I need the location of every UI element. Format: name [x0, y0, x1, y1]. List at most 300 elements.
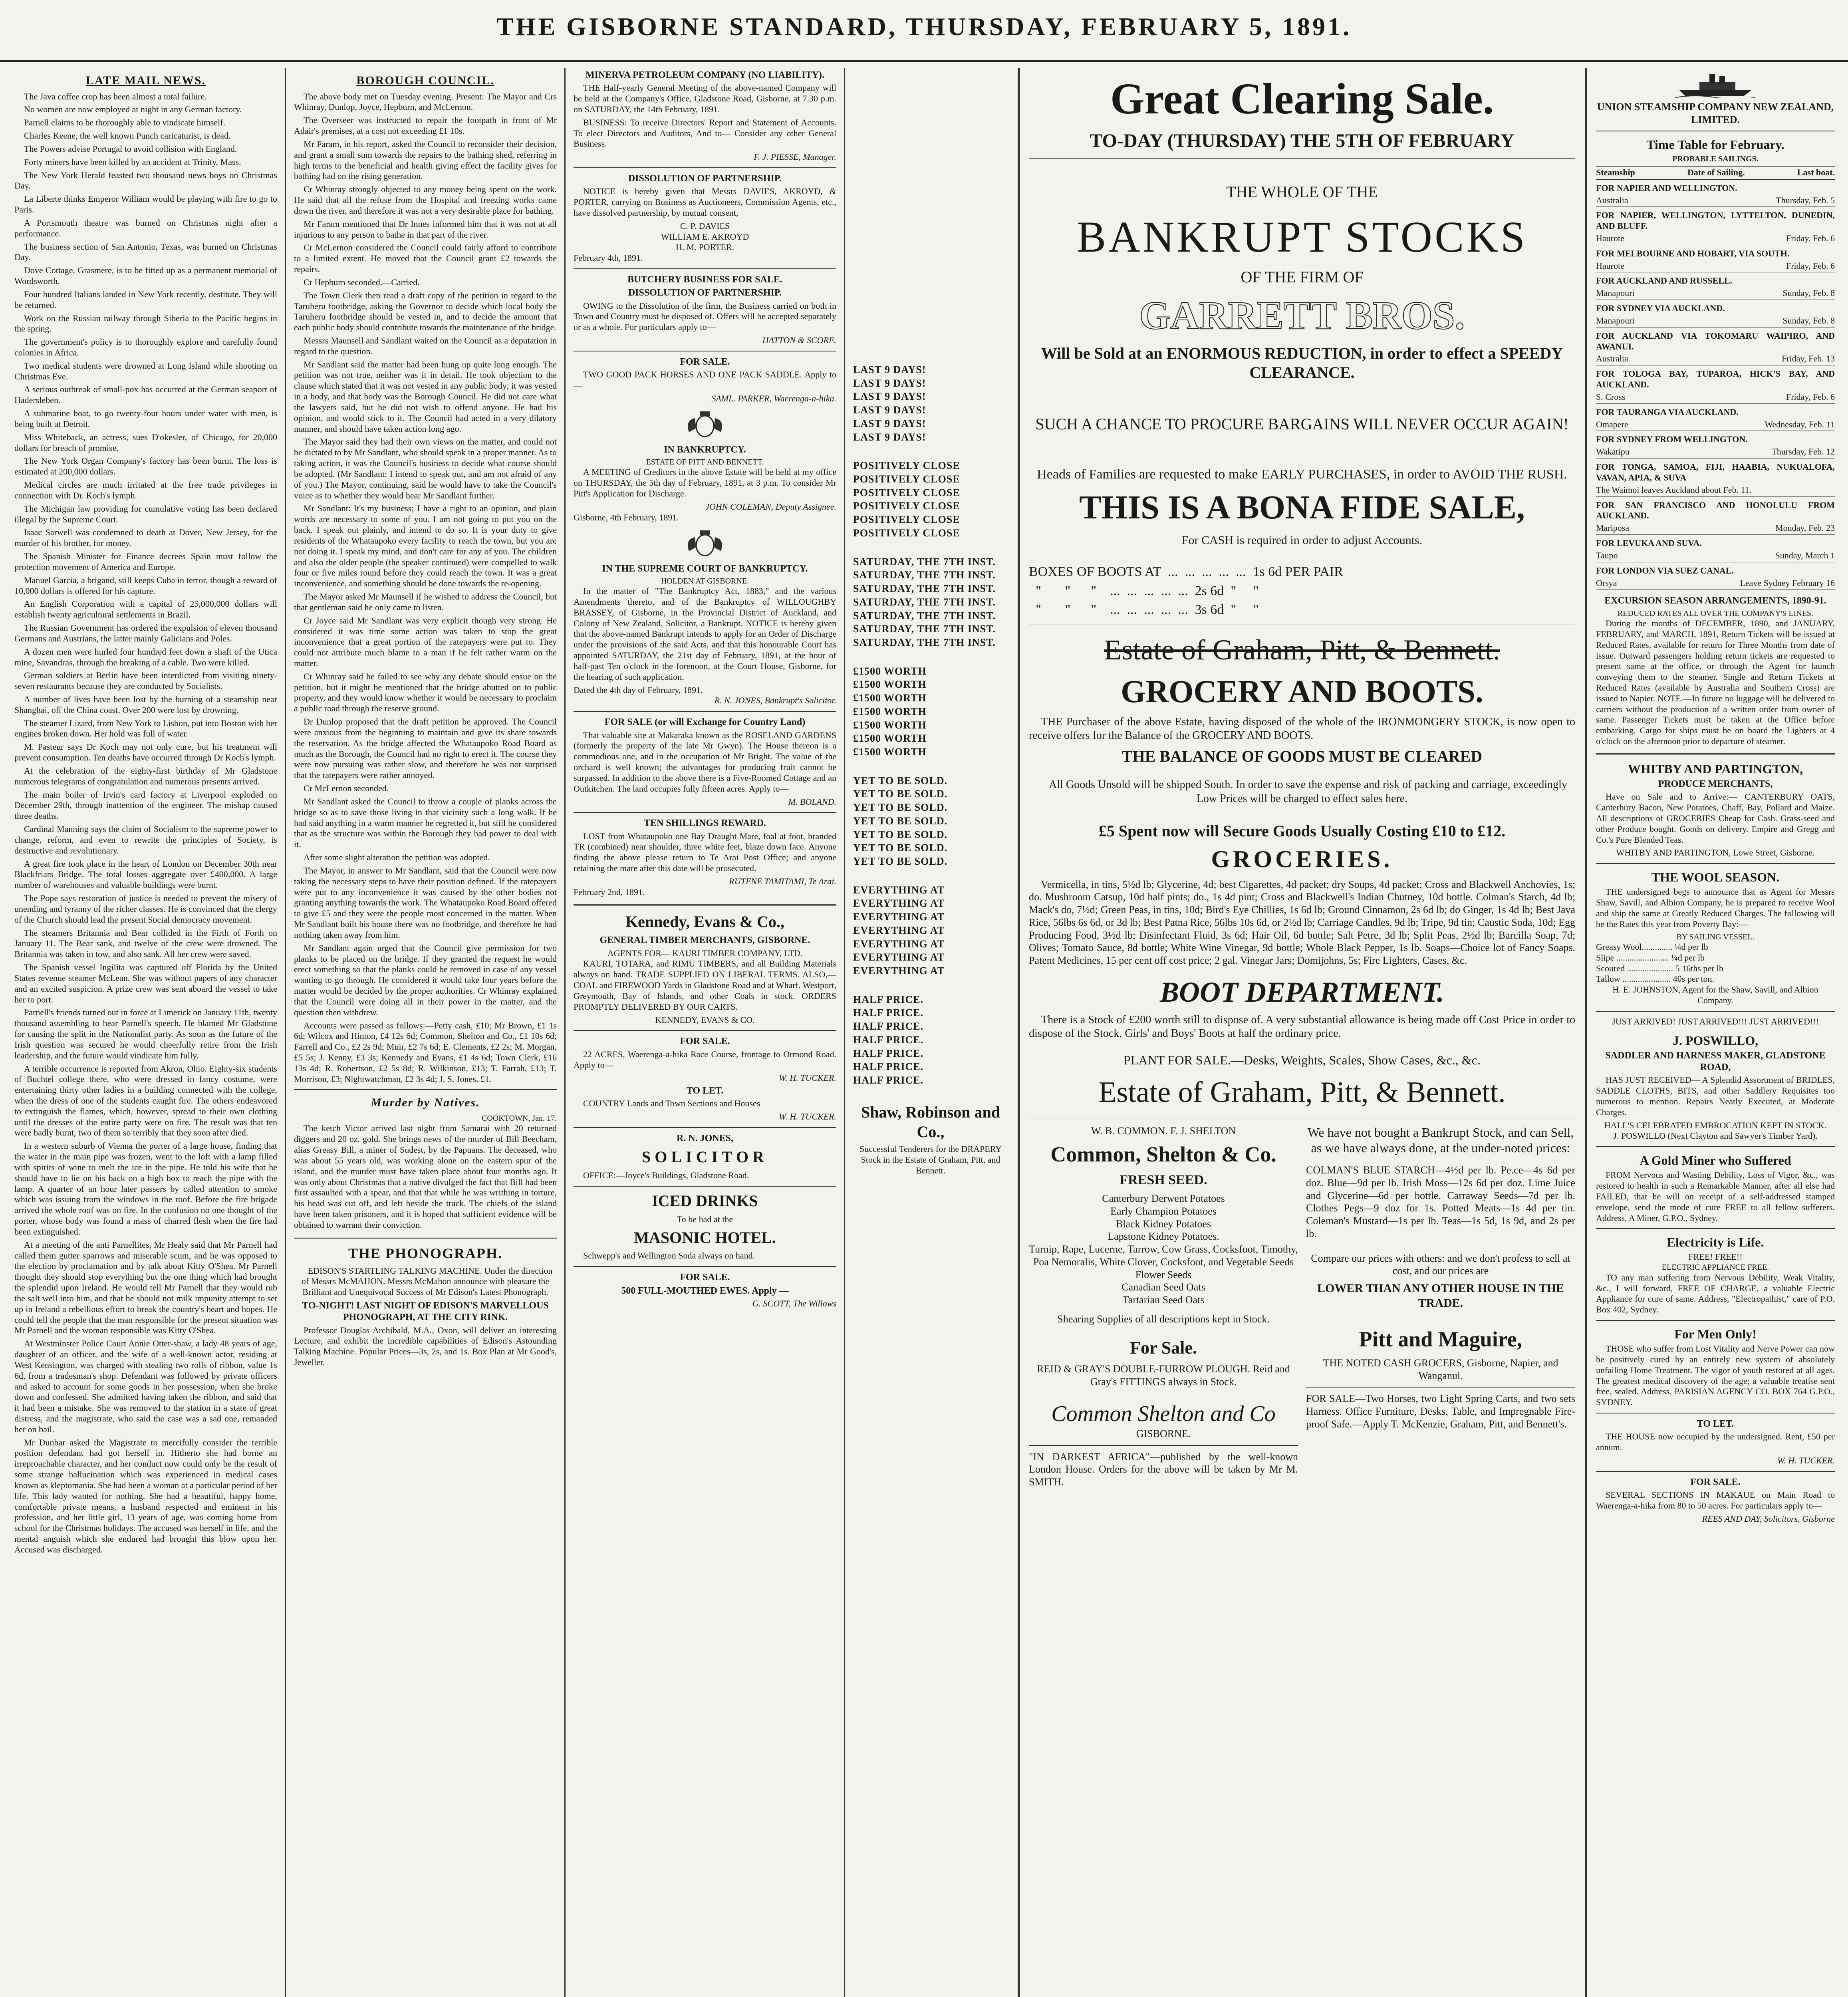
- boot-department-heading: BOOT DEPARTMENT.: [1159, 976, 1445, 1008]
- news-paragraph: A Portsmouth theatre was burned on Christmas night after a performance.: [14, 217, 277, 238]
- council-paragraph: The Overseer was instructed to repair the footpath in front of Mr Adair's premises, at a cost not exceeding £1 10s.: [294, 115, 557, 136]
- boxes-row-1: BOXES OF BOOTS AT ... ... ... ... ... 1s 6d PER PAIR: [1029, 564, 1343, 580]
- divider: [574, 1266, 836, 1267]
- news-paragraph: Parnell claims to be thoroughly able to vindicate himself.: [24, 117, 226, 128]
- timetable-row: [1596, 522, 1835, 535]
- pitt-heading: Pitt and Maguire,: [1359, 1327, 1522, 1352]
- estate-heading: Estate of Graham, Pitt, & Bennett.: [1098, 1076, 1506, 1109]
- forsale-text: SEVERAL SECTIONS IN MAKAUE on Main Road to Waerenga-a-hika from 80 to 50 acres. For particulars apply to—: [1596, 1490, 1835, 1511]
- poswillo-sub: SADDLER AND HARNESS MAKER, GLADSTONE ROAD,: [1605, 1050, 1826, 1073]
- timetable-row: [1596, 391, 1835, 404]
- wool-by: BY SAILING VESSEL.: [1676, 932, 1755, 941]
- divider: [1596, 1011, 1835, 1012]
- close-line: POSITIVELY CLOSE: [853, 473, 960, 485]
- route-ship: Omapere: [1596, 419, 1628, 429]
- saturday-line: SATURDAY, THE 7TH INST.: [853, 609, 996, 621]
- gold-miner-text: FROM Nervous and Wasting Debility, Loss of Vigor, &c., was restored to health in such a Remarkable Manner, after all else had FAILED, that he will on receipt of a self-addressed stamped envelope, send the mode of cure FREE to all fellow sufferers. Address, A Miner, G.P.O., Sydney.: [1596, 1170, 1835, 1223]
- divider: [1596, 753, 1835, 755]
- news-paragraph: Forty miners have been killed by an accident at Trinity, Mass.: [24, 157, 241, 167]
- whitby-sub: PRODUCE MERCHANTS,: [1658, 778, 1773, 789]
- court-signature: R. N. JONES, Bankrupt's Solicitor.: [714, 695, 836, 706]
- worth-line: £1500 WORTH: [853, 732, 927, 744]
- close-group: [853, 459, 1008, 539]
- seed-item: Tartarian Seed Oats: [1122, 1294, 1205, 1306]
- dissolution2-signature: HATTON & SCORE.: [762, 335, 836, 345]
- groceries-heading: GROCERIES.: [1211, 846, 1393, 873]
- timetable-row: [1596, 446, 1835, 459]
- route-date: Thursday, Feb. 12: [1771, 447, 1835, 457]
- of-the-firm: OF THE FIRM OF: [1241, 268, 1364, 286]
- for-sale-horses: FOR SALE—Two Horses, two Light Spring Carts, and two sets Harness. Office Furniture, Desks, Table, and Impregnable Fire-proof Safe.—Apply T. McKenzie, Graham, Pitt, and Bennett's.: [1306, 1393, 1575, 1430]
- late-mail-paragraphs: [14, 91, 277, 1555]
- forsale2-text: That valuable site at Makaraka known as the ROSELAND GARDENS (formerly the property of the late Mr Gwyn). The House thereon is a commodious one, and in the occupation of Mr Bright. The value of the orchard is well known; the advantages for producing fruit cannot be surpassed. In addition to the above there is a Five-Roomed Cottage and an Outkitchen. The land occupies fully fifteen acres. Apply to—: [574, 730, 836, 794]
- phonograph-tonight: TO-NIGHT! LAST NIGHT OF EDISON'S MARVELLOUS PHONOGRAPH, AT THE CITY RINK.: [302, 1300, 549, 1323]
- dissolution1-sig-3: H. M. PORTER.: [676, 242, 734, 252]
- council-paragraph: Mr Sandlant said the matter had been hung up quite long enough. The petition was not true, neither was it in detail. He took objection to the clause which stated that it was not vested in any public body; it was vested in a body, and that body was the Borough Council. He did not care what the lawyers said, but he did not wish to offend anyone. He had his opinion, and would stick to it. The Council had acted in a very dilatory manner, and should have taken action long ago.: [294, 359, 557, 434]
- dissolution2-heading: DISSOLUTION OF PARTNERSHIP.: [628, 288, 782, 298]
- news-paragraph: The steamer Lizard, from New York to Lisbon, put into Boston with her engines broken down. Her hold was full of water.: [14, 718, 277, 739]
- borough-heading: BOROUGH COUNCIL.: [356, 74, 494, 87]
- column-notices: [567, 68, 843, 1997]
- wool-text: THE undersigned begs to announce that as Agent for Messrs Shaw, Savill, and Albion Company, he is prepared to receive Wool and ship the same at Greatly Reduced Charges. The following will be the Rates this year from Poverty Bay:—: [1596, 887, 1835, 929]
- blank-space: [853, 68, 1008, 363]
- half-price-line: HALF PRICE.: [853, 1061, 924, 1073]
- news-paragraph: At Westminster Police Court Annie Otter-shaw, a lady 48 years of age, daughter of an officer, and the wife of a well-known actor, residing at West Kensington, was charged with stealing two rolls of ribbon, value 1s 6d, from a tradesman's shop. Defendant was followed by private officers and asked to account for some goods in her possession, when she broke down and confessed. She admitted having taken the ribbon, and said that it had been a mistake. She was removed to the station in a state of great distress, and the magistrate, who said the case was a sad one, remanded her on bail.: [14, 1338, 277, 1434]
- solicitor-text: OFFICE:—Joyce's Buildings, Gladstone Road.: [583, 1170, 749, 1181]
- timetable-row: [1596, 315, 1835, 328]
- divider: [1596, 1146, 1835, 1147]
- pitt-maguire-advert: [1306, 1125, 1575, 1489]
- news-paragraph: In a western suburb of Vienna the porter of a large house, finding that the water in the main pipe was frozen, went to the loft with a lamp filled with spirits of wine to melt the ice in the pipe. He told his wife that he should have to lie on his back on a high box to reach the pipe with the lamp. A quarter of an hour later passers by called attention to smoke which was issuing from the windows in the roof. Before the fire brigade arrived the whole roof was on fire. In the confusion no one thought of the porter, whose body was found a mass of charred flesh when the fire had been extinguished.: [14, 1141, 277, 1237]
- council-paragraph: Cr McLernon seconded.: [304, 783, 389, 794]
- wool-rate-2: Slipe ........................ ¼d per lb: [1596, 952, 1705, 963]
- route-ship: Mariposa: [1596, 523, 1630, 533]
- worth-group: [853, 665, 1008, 758]
- royal-crest-icon: [681, 527, 729, 559]
- timetable-routes: [1596, 183, 1835, 590]
- excursion-heading: EXCURSION SEASON ARRANGEMENTS, 1890-91.: [1604, 596, 1826, 606]
- saturday-line: SATURDAY, THE 7TH INST.: [853, 596, 996, 608]
- dissolution1-sig-1: C. P. DAVIES: [680, 220, 730, 231]
- route-destination: FOR AUCKLAND AND RUSSELL.: [1596, 276, 1733, 286]
- reward-heading: TEN SHILLINGS REWARD.: [643, 818, 766, 829]
- everything-line: EVERYTHING AT: [853, 897, 945, 909]
- phonograph-heading: THE PHONOGRAPH.: [348, 1245, 502, 1261]
- route-ship: Orsya: [1596, 578, 1617, 588]
- yet-line: YET TO BE SOLD.: [853, 856, 948, 867]
- route-destination: FOR LONDON VIA SUEZ CANAL.: [1596, 565, 1734, 576]
- news-paragraph: The main boiler of Irvin's card factory at Liverpool exploded on December 29th, through inattention of the engineer. The mishap caused three deaths.: [14, 789, 277, 821]
- council-paragraph: The above body met on Tuesday evening. Present: The Mayor and Crs Whinray, Dunlop, Joyce, Hepburn, and McLernon.: [294, 91, 557, 112]
- worth-line: £1500 WORTH: [853, 692, 927, 704]
- boxes-row-3: " " " ... ... ... ... ... 3s 6d " ": [1029, 602, 1259, 617]
- column-late-mail-news: [8, 68, 284, 1997]
- seed-item: Black Kidney Potatoes: [1116, 1218, 1211, 1230]
- forsale3-heading: FOR SALE.: [680, 1036, 730, 1047]
- colman-prices: COLMAN'S BLUE STARCH—4½d per lb. Pe.ce—4s 6d per doz. Blue—9d per lb. Irish Moss—12s 6d per doz. Lime Juice and Glycerine—6d per bottle. Carraway Seeds—7d per lb. Clothes Pegs—9 doz for 1s. Potted Meats—1s 4d per tin. Coleman's Mustard—1s per lb. Teas—1s 5d, 1s 9d, and 2s per lb.: [1306, 1164, 1575, 1239]
- divider: [294, 1237, 557, 1239]
- route-ship: The Waimoi leaves Auckland about Feb. 11.: [1596, 484, 1752, 495]
- drinks-heading: ICED DRINKS: [652, 1192, 758, 1210]
- route-date: Monday, Feb. 23: [1775, 523, 1835, 533]
- forsale1-signature: SAML. PARKER, Waerenga-a-hika.: [711, 393, 836, 403]
- tolet-signature: W. H. TUCKER.: [1777, 1455, 1835, 1465]
- worth-line: £1500 WORTH: [853, 679, 927, 691]
- route-ship: Taupo: [1596, 550, 1618, 560]
- seed-item: Flower Seeds: [1135, 1268, 1192, 1280]
- tolet-heading: TO LET.: [1697, 1419, 1734, 1429]
- seed-item: Turnip, Rape, Lucerne, Tarrow, Cow Grass, Cocksfoot, Timothy, Poa Nemoralis, White Clover, Cocksfoot, and Vegetable Seeds: [1029, 1243, 1298, 1268]
- murder-paragraphs: [294, 1123, 557, 1230]
- close-line: POSITIVELY CLOSE: [853, 527, 960, 539]
- poswillo-signature: J. POSWILLO (Next Clayton and Sawyer's Timber Yard).: [1613, 1131, 1818, 1141]
- everything-line: EVERYTHING AT: [853, 911, 945, 923]
- kennedy-sub: GENERAL TIMBER MERCHANTS, GISBORNE.: [599, 935, 810, 946]
- column-rule: [1585, 68, 1587, 1997]
- news-paragraph: The government's policy is to thoroughly explore and carefully found colonies in Africa.: [14, 337, 277, 357]
- divider: [1029, 1445, 1298, 1446]
- dissolution2-text: OWING to the Dissolution of the firm, the Business carried on both in Town and Country must be disposed of. Offers will be accepted separately or as a whole. For particulars apply to—: [574, 300, 836, 332]
- route-ship: Wakatipu: [1596, 447, 1630, 457]
- route-ship: Manapouri: [1596, 315, 1635, 326]
- route-date: Sunday, Feb. 8: [1782, 288, 1835, 298]
- chance-line: SUCH A CHANCE TO PROCURE BARGAINS WILL NEVER OCCUR AGAIN!: [1035, 415, 1569, 433]
- royal-crest-icon: [681, 408, 729, 440]
- divider: [1596, 1471, 1835, 1472]
- last-days-line: LAST 9 DAYS!: [853, 404, 926, 416]
- timetable-row: [1596, 287, 1835, 300]
- divider: [1029, 625, 1575, 626]
- council-paragraph: Dr Dunlop proposed that the draft petition be approved. The Council were anxious from the beginning to maintain and give its share towards the reservation. As the bridge affected the Whataupoko Road Board as much as the Borough, the Council had no right to erect it. The course they were now pursuing was rather slow, and therefore he was not surprised that the ratepayers were rather annoyed.: [294, 717, 557, 780]
- news-paragraph: The Powers advise Portugal to avoid collision with England.: [24, 143, 237, 154]
- groceries-text: Vermicella, in tins, 5½d lb; Glycerine, 4d; best Cigarettes, 4d packet; dry Soups, 4d packet; Cross and Blackwell Anchovies, 1s; do. Mushroom Catsup, 10d half pints; do., 1s 4d pint; Cross and Blackwell's Indian Chutney, 10d bottle. Colman's Starch, 4d lb; Mack's do, 7½d; Green Peas, in tins, 10d; Bird's Eye Chillies, 1s 6d lb; Ground Cinnamon, 2s 6d lb; do Ginger, 1s 4d lb; Best Java Rice, 56lbs 6s 6d, or 3d lb; Best Patna Rice, 56lbs 10s 6d, or 2½d lb; Carriage Candles, 9d lb; Tripe, 9d tin; Caustic Soda, 10d; Egg Producing Food, 3½d lb; Disinfectant Fluid, 3s 6d; Hair Oil, 6d bottle; Salt Petre, 3d lb; Split Peas, 2½d lb; Barcilla Soap, 7d; Olives; Tomato Sauce, 8d bottle; White Wine Vinegar, 9d bottle; Whole Black Pepper, 1s lb. Soaps—Choice lot of Fancy Soaps. Patent Medicines, 15 per cent off cost price; 2 gal. Vinegar Jars; Domijohns, 5s; Fire Lighters, Cases, &c.: [1029, 878, 1575, 966]
- probable-sailings: PROBABLE SAILINGS.: [1672, 155, 1759, 164]
- electricity-sub2: ELECTRIC APPLIANCE FREE.: [1661, 1263, 1769, 1272]
- lower-than-any: LOWER THAN ANY OTHER HOUSE IN THE TRADE.: [1317, 1281, 1564, 1310]
- saturday-line: SATURDAY, THE 7TH INST.: [853, 623, 996, 635]
- half-price-line: HALF PRICE.: [853, 1034, 924, 1046]
- council-paragraph: Cr Whinray strongly objected to any money being spent on the work. He said that all the refuse from the Hospital and freezing works came down the river, and therefore it was not a very desirable place for bathing.: [294, 184, 557, 216]
- butchery-heading: BUTCHERY BUSINESS FOR SALE.: [627, 274, 782, 285]
- half-price-line: HALF PRICE.: [853, 1007, 924, 1019]
- route-destination: FOR MELBOURNE AND HOBART, VIA SOUTH.: [1596, 248, 1790, 258]
- everything-line: EVERYTHING AT: [853, 965, 945, 977]
- column-clearing-sale: [1022, 68, 1582, 1997]
- steamship-icon: [1675, 70, 1755, 98]
- news-paragraph: Dove Cottage, Grasmere, is to be fitted up as a permanent memorial of Wordsworth.: [14, 265, 277, 286]
- just-arrived: JUST ARRIVED! JUST ARRIVED!!! JUST ARRIVED!!!: [1612, 1016, 1819, 1026]
- whole-of-the: THE WHOLE OF THE: [1226, 183, 1378, 201]
- route-date: Friday, Feb. 6: [1786, 391, 1835, 402]
- divider: [574, 1127, 836, 1128]
- timetable-row: [1596, 419, 1835, 431]
- yet-line: YET TO BE SOLD.: [853, 815, 948, 827]
- kennedy-text: KAURI, TOTARA, and RIMU TIMBERS, and all Building Materials always on hand. TRADE SUPPLIED ON LIBERAL TERMS. ALSO,— COAL and FIREWOOD Yards in Gladstone Road and at Wharf. Westport, Greymouth, Bay of Islands, and other Coals in stock. ORDERS PROMPTLY DELIVERED BY OUR CARTS.: [574, 959, 836, 1012]
- col-last-boat: Last boat.: [1797, 167, 1835, 177]
- council-paragraph: Mr Sandlant again urged that the Council give permission for two planks to be placed on the bridge. If they granted the request he would erect something so that the planks could be removed in case of any vessel wanting to go through. He considered it would take four years before the matter would be decided by the proper authorities. Cr Whinray explained that the Council were doing all in their power in the matter, and the question then withdrew.: [294, 943, 557, 1017]
- murder-paragraph: The ketch Victor arrived last night from Samarai with 20 returned diggers and 20 oz. gold. She brings news of the murder of Bill Beecham, alias Greasy Bill, a miner of Sudest, by the Papuans. The deceased, who was about 55 years old, was working alone on the eastern spur of the island, and the murder must have taken place about four months ago. It was only about Christmas that a native divulged the fact that Bill had been first assaulted with a spear, and that that while he was writhing in torture, his head was cut off, and left beside the track. The chiefs of the island have been taken prisoners, and it is hoped that sufficient evidence will be obtained to warrant their conviction.: [294, 1123, 557, 1230]
- route-ship: Manapouri: [1596, 288, 1635, 298]
- close-line: POSITIVELY CLOSE: [853, 460, 960, 472]
- timetable-row: [1596, 577, 1835, 590]
- ewes-text: 500 FULL-MOUTHED EWES. Apply —: [621, 1285, 789, 1296]
- last-days-line: LAST 9 DAYS!: [853, 431, 926, 443]
- council-paragraph: Mr Faram, in his report, asked the Council to reconsider their decision, and grant a small sum towards the repairs to the bathing shed, referring in high terms to the beneficial and health giving effect the facility gives for bathing had on the rising generation.: [294, 139, 557, 181]
- route-date: Sunday, March 1: [1775, 550, 1835, 560]
- usc-heading: UNION STEAMSHIP COMPANY NEW ZEALAND, LIMITED.: [1597, 101, 1834, 125]
- poswillo-hall: HALL'S CELEBRATED EMBROCATION KEPT IN STOCK.: [1604, 1120, 1827, 1130]
- reward-signature: RUTENE TAMITAMI, Te Arai.: [729, 876, 836, 886]
- route-ship: Haurote: [1596, 233, 1624, 243]
- news-paragraph: The New York Organ Company's factory has been burnt. The loss is estimated at 200,000 dollars.: [14, 456, 277, 477]
- wool-signature: H. E. JOHNSTON, Agent for the Shaw, Savill, and Albion Company.: [1612, 985, 1818, 1006]
- news-paragraph: A great fire took place in the heart of London on December 30th near Blackfriars Bridge. The total losses aggregate over £400,000. A large number of warehouses and valuable buildings were burnt.: [14, 858, 277, 890]
- news-paragraph: The Spanish Minister for Finance decrees Spain must follow the protection movement of America and Europe.: [14, 551, 277, 572]
- drinks-text: Schwepp's and Wellington Soda always on hand.: [583, 1251, 755, 1261]
- column-borough-council: [288, 68, 563, 1997]
- divider: [1596, 863, 1835, 864]
- everything-line: EVERYTHING AT: [853, 924, 945, 936]
- masthead-title: THE GISBORNE STANDARD, THURSDAY, FEBRUARY 5, 1891.: [496, 12, 1352, 41]
- saturday-line: SATURDAY, THE 7TH INST.: [853, 583, 996, 595]
- forsale1-text: TWO GOOD PACK HORSES AND ONE PACK SADDLE. Apply to—: [574, 369, 836, 391]
- purchasers-text: THE Purchaser of the above Estate, having disposed of the whole of the IRONMONGERY STOCK, is now open to receive offers for the Balance of the GROCERY AND BOOTS.: [1029, 716, 1575, 742]
- last-days-line: LAST 9 DAYS!: [853, 417, 926, 429]
- garrett-bros: GARRETT BROS.: [1139, 293, 1465, 337]
- route-ship: S. Cross: [1596, 391, 1626, 402]
- news-paragraph: Two medical students were drowned at Long Island while shooting on Christmas Eve.: [14, 360, 277, 381]
- court-date: Dated the 4th day of February, 1891.: [574, 685, 703, 695]
- divider: [574, 904, 836, 906]
- saturday-group: [853, 556, 1008, 649]
- news-paragraph: Work on the Russian railway through Siberia to the Pacific begins in the spring.: [14, 313, 277, 334]
- court-sub: HOLDEN AT GISBORNE.: [661, 576, 749, 586]
- yet-line: YET TO BE SOLD.: [853, 842, 948, 854]
- saturday-line: SATURDAY, THE 7TH INST.: [853, 636, 996, 648]
- news-paragraph: Mr Dunbar asked the Magistrate to mercifully consider the terrible position defendant had got herself in. Hitherto she had borne an irreproachable character, and her conduct now could only be the result of some strange hallucination which was experienced in medical cases known as kleptomania. She had been a woman at a particular period of her life. This lady wanted for nothing. She had a beautiful, happy home, comfortable private means, a husband respected and eminent in his profession, and her little girl, 13 years of age, was coming home from school for the Christmas holidays. The accused was herself in life, and the mental anguish which she endured had brought this blow upon her. Accused was discharged.: [14, 1437, 277, 1554]
- route-destination: FOR SYDNEY VIA AUCKLAND.: [1596, 303, 1725, 314]
- forsale1-heading: FOR SALE.: [680, 356, 730, 367]
- seed-item: Canterbury Derwent Potatoes: [1102, 1193, 1225, 1205]
- bankruptcy-date: Gisborne, 4th February, 1891.: [574, 512, 679, 522]
- divider: [1596, 1228, 1835, 1229]
- divider: [574, 268, 836, 269]
- bankruptcy-sub: ESTATE OF PITT AND BENNETT.: [646, 457, 764, 466]
- news-paragraph: A terrible occurrence is reported from Akron, Ohio. Eighty-six students of Buchtel college there, who were dressed in fancy costume, were entertaining thirty other ladies in a building connected with the college, when the dress of one of the students caught fire. The others endeavored to extinguish the flames, which, however, spread to their own clothing until the dresses of the entire party were on fire. The result was that ten were badly burnt, two of them so terribly that they soon after died.: [14, 1063, 277, 1138]
- yet-line: YET TO BE SOLD.: [853, 788, 948, 800]
- murder-heading: Murder by Natives.: [371, 1096, 480, 1110]
- everything-line: EVERYTHING AT: [853, 884, 945, 896]
- solicitor-title: SOLICITOR: [641, 1148, 768, 1166]
- kennedy-agents: AGENTS FOR— KAURI TIMBER COMPANY, LTD.: [607, 948, 803, 958]
- yet-line: YET TO BE SOLD.: [853, 802, 948, 814]
- half-price-line: HALF PRICE.: [853, 1020, 924, 1032]
- route-date: Thursday, Feb. 5: [1776, 195, 1835, 205]
- news-paragraph: At a meeting of the anti Parnellites, Mr Healy said that Mr Parnell had called them gutter sparrows and miserable scum, and he was opposed to the election by proclamation and by talk about Kitty O'Shea. Mr Parnell thought they should stop everything but the one thing which had brought the splendid upon Ireland. He would tell Mr Parnell that they would rub the salt well into him, and that he should not milk impunity attempt to set up in Ireland a rebellious effort to break the country's heart and hopes. He could tell the people that the man responsible for the present situation was Mr Parnell and the woman responsible was Kitty O'Shea.: [14, 1239, 277, 1336]
- divider: [1029, 1117, 1575, 1118]
- forsale2-signature: M. BOLAND.: [788, 796, 836, 807]
- bankruptcy-heading: IN BANKRUPTCY.: [664, 444, 746, 455]
- route-date: Leave Sydney February 16: [1740, 578, 1835, 588]
- common-bottom: Common Shelton and Co: [1051, 1401, 1276, 1426]
- route-date: Friday, Feb. 6: [1786, 260, 1835, 271]
- murder-dateline: COOKTOWN, Jan. 17.: [482, 1114, 557, 1123]
- estate-heading-struck: Estate of Graham, Pitt, & Bennett.: [1104, 633, 1500, 666]
- bona-fide-sale: THIS IS A BONA FIDE SALE,: [1079, 489, 1525, 526]
- reward-date: February 2nd, 1891.: [574, 887, 645, 897]
- news-paragraph: Miss Whiteback, an actress, sues D'okesler, of Chicago, for 20,000 dollars for breach of promise.: [14, 432, 277, 453]
- timetable-heading: Time Table for February.: [1646, 137, 1784, 152]
- divider: [574, 167, 836, 168]
- council-paragraph: Mr Sandlant: It's my business; I have a right to an opinion, and plain words are necessary to some of you. I am not going to put you on the back. I speak out plainly, and intend to do so. It is your duty to give residents of the Whataupoko every facility to reach the town, but you are not doing it. I speak my mind, and don't care for any of you. The children and also the older people (the speaker continued) were compelled to walk four or five miles round before they could reach the town. It was a great inconvenience, and something should be done towards the re-opening.: [294, 503, 557, 589]
- divider: [1596, 1320, 1835, 1321]
- news-paragraph: At the celebration of the eighty-first birthday of Mr Gladstone numerous telegrams of congratulation and numerous presents arrived.: [14, 765, 277, 786]
- divider: [574, 1186, 836, 1187]
- wool-rate-4: Tallow ...................... 40s per ton.: [1596, 974, 1715, 984]
- seed-list: [1029, 1192, 1298, 1306]
- column-shipping: [1590, 68, 1841, 1997]
- bankrupt-stocks: BANKRUPT STOCKS: [1076, 212, 1528, 261]
- route-destination: FOR SYDNEY FROM WELLINGTON.: [1596, 434, 1748, 445]
- route-destination: FOR SAN FRANCISCO AND HONOLULU FROM AUCKLAND.: [1596, 500, 1835, 521]
- route-destination: FOR TOLOGA BAY, TUPAROA, HICK'S BAY, AND AUCKLAND.: [1596, 369, 1835, 390]
- route-destination: FOR NAPIER, WELLINGTON, LYTTELTON, DUNEDIN, AND BLUFF.: [1596, 210, 1835, 231]
- wool-heading: THE WOOL SEASON.: [1651, 870, 1780, 885]
- news-paragraph: The business section of San Antonio, Texas, was burned on Christmas Day.: [14, 241, 277, 262]
- col-date: Date of Sailing.: [1687, 167, 1745, 177]
- ewes-signature: G. SCOTT, The Willows: [752, 1298, 836, 1308]
- heads-of-families: Heads of Families are requested to make EARLY PURCHASES, in order to AVOID THE RUSH.: [1037, 466, 1567, 482]
- dissolution1-heading: DISSOLUTION OF PARTNERSHIP.: [628, 173, 782, 184]
- phonograph-footer: Professor Douglas Archibald, M.A., Oxon, will deliver an interesting Lecture, and exhibit the incredible capabilities of Edison's Astounding Talking Machine. Popular Prices—3s, 2s, and 1s. Box Plan at Mr Good's, Jeweller.: [294, 1325, 557, 1368]
- news-paragraph: The Java coffee crop has been almost a total failure.: [24, 91, 207, 101]
- grocery-and-boots: GROCERY AND BOOTS.: [1121, 674, 1483, 709]
- news-paragraph: A serious outbreak of small-pox has occurred at the German seaport of Hadersleben.: [14, 384, 277, 405]
- news-paragraph: No women are now employed at night in any German factory.: [24, 104, 242, 115]
- forsale2-heading: FOR SALE (or will Exchange for Country Land): [604, 717, 806, 728]
- route-date: Friday, Feb. 13: [1781, 353, 1835, 364]
- excursion-text: During the months of DECEMBER, 1890, and JANUARY, FEBRUARY, and MARCH, 1891, Return Tickets will be issued at Reduced Rates, available for return for Three Months from date of issue. Outward passengers holding return tickets are requested to present same at the office, or through the Agent for launch conveying them to the steamer. Single and Return Tickets at Reduced Rates (available by Australia and Southern Cross) are issued to Napier. NOTE.—In future no luggage will be delivered to carriers without the production of a written order from owner of same. Passenger Tickets must be taken at the Office before embarking. Cargo for ships must be on board the Lighters at 4 o'clock on the afternoon prior to departure of steamer.: [1596, 618, 1835, 746]
- news-paragraph: German soldiers at Berlin have been interdicted from visiting ninety-seven restaurants because they are conducted by Socialists.: [14, 670, 277, 691]
- boot-text: There is a Stock of £200 worth still to dispose of. A very substantial allowance is being made off Cost Price in order to dispose of the Stock. Girls' and Boys' Boots at half the ordinary price.: [1029, 1013, 1575, 1040]
- news-paragraph: The New York Herald feasted two thousand news boys on Christmas Day.: [14, 170, 277, 191]
- masthead: [0, 0, 1848, 62]
- late-mail-heading: LATE MAIL NEWS.: [85, 74, 206, 87]
- council-paragraph: Cr Joyce said Mr Sandlant was very explicit though very strong. He considered it was time some action was taken to stop the great inconvenience that a great portion of the ratepayers were put to. They could not attribute much blame to a man if he felt rather warm on the matter.: [294, 615, 557, 668]
- compare-prices: Compare our prices with others: and we don't profess to sell at cost, and our prices are: [1311, 1252, 1570, 1277]
- news-paragraph: Charles Keene, the well known Punch caricaturist, is dead.: [24, 131, 231, 141]
- council-paragraph: The Mayor said they had their own views on the matter, and could not be dictated to by Mr Sandlant, who should speak in a proper manner. As to taking action, it was the Council's business to decide what course should be adopted. (Mr Sandlant: I intend to speak out, and am not afraid of any of you.) The Mayor, continuing, said he would have to take the Council's voice as to whether they would hear Mr Sandlant further.: [294, 437, 557, 500]
- for-sale-text: REID & GRAY'S DOUBLE-FURROW PLOUGH. Reid and Gray's FITTINGS always in Stock.: [1037, 1363, 1290, 1388]
- divider: [294, 1089, 557, 1090]
- council-paragraph: Mr Sandlant asked the Council to throw a couple of planks across the bridge so as to save those living in that vicinity such a long walk. If he had said anything in a warm manner he regretted it, but still he considered that as the structure was within the Borough they had power to deal with it.: [294, 796, 557, 850]
- forsale-heading: FOR SALE.: [1690, 1477, 1741, 1487]
- bankruptcy-signature: JOHN COLEMAN, Deputy Assignee.: [705, 501, 836, 512]
- ewes-heading: FOR SALE.: [680, 1272, 730, 1283]
- dissolution1-sig-2: WILLIAM E. AKROYD: [661, 231, 749, 242]
- council-paragraph: The Mayor, in answer to Mr Sandlant, said that the Council were now taking the necessary steps to have their position defined. If the ratepayers were put to any inconvenience it was caused by the other bodies not granting anything towards the work. The Whataupoko Road Board offered to give £5 and they were the people most concerned in the matter. When Mr Sandlant built his house there was no footbridge, and therefore he had nothing taken away from him.: [294, 865, 557, 940]
- pitt-sub: THE NOTED CASH GROCERS, Gisborne, Napier, and Wanganui.: [1323, 1357, 1558, 1382]
- divider: [1029, 158, 1575, 159]
- minerva-signature: F. J. PIESSE, Manager.: [754, 152, 836, 162]
- shaw-heading: Shaw, Robinson and Co.,: [861, 1103, 1000, 1141]
- electricity-heading: Electricity is Life.: [1667, 1235, 1764, 1250]
- men-only-text: THOSE who suffer from Lost Vitality and Nerve Power can now be positively cured by an entirely new system of absolutely unfailing Home Treatment. The vigor of youth restored at all ages. The greatest medical discovery of the age; a valuable treatise sent free, sealed. Address, PARISIAN AGENCY CO. BOX 764 G.P.O., SYDNEY.: [1596, 1344, 1835, 1407]
- shearing-supplies: Shearing Supplies of all descriptions kept in Stock.: [1057, 1313, 1270, 1325]
- everything-line: EVERYTHING AT: [853, 938, 945, 950]
- tolet-heading: TO LET.: [686, 1086, 724, 1096]
- seed-item: Lapstone Kidney Potatoes.: [1108, 1231, 1219, 1243]
- worth-line: £1500 WORTH: [853, 665, 927, 677]
- route-destination: FOR TAURANGA VIA AUCKLAND.: [1596, 407, 1739, 417]
- not-bought-text: We have not bought a Bankrupt Stock, and can Sell, as we have always done, at the under-noted prices:: [1307, 1125, 1574, 1155]
- wool-rate-3: Scoured ..................... 5 16ths per lb: [1596, 963, 1723, 973]
- tolet-text: COUNTRY Lands and Town Sections and Houses: [583, 1098, 760, 1109]
- divider: [1306, 1387, 1575, 1388]
- close-line: POSITIVELY CLOSE: [853, 486, 960, 498]
- common-bottom-sub: GISBORNE.: [1136, 1427, 1191, 1439]
- timetable-row: [1596, 484, 1835, 497]
- council-paragraph: Cr Whinray said he failed to see why any debate should ensue on the petition, but it might be mentioned that the bridge abutted on to public property, and they would know whether it would be necessary to proclaim a public road through the reserve ground.: [294, 671, 557, 714]
- balance-line: THE BALANCE OF GOODS MUST BE CLEARED: [1122, 747, 1483, 765]
- common-shelton-advert: [1029, 1125, 1298, 1489]
- council-paragraph: Mr Faram mentioned that Dr Innes informed him that it was not at all injurious to any person to bathe in that part of the river.: [294, 218, 557, 240]
- phonograph-text: EDISON'S STARTLING TALKING MACHINE. Under the direction of Messrs McMAHON. Messrs McMahon announce with pleasure the Brilliant and Unequivocal Success of Mr Edison's Latest Phonograph.: [301, 1265, 553, 1297]
- council-paragraph: The Mayor asked Mr Maunsell if he wished to address the Council, but that gentleman said he only came to listen.: [294, 592, 557, 612]
- common-names: W. B. COMMON. F. J. SHELTON: [1091, 1125, 1236, 1137]
- news-paragraph: A submarine boat, to go twenty-four hours under water with men, is being built at Detroit.: [14, 408, 277, 429]
- bankruptcy-text: A MEETING of Creditors in the above Estate will be held at my office on THURSDAY, the 5th day of February, 1891, at 3 p.m. To consider Mr Pitt's Application for Discharge.: [574, 467, 836, 499]
- electricity-text: TO any man suffering from Nervous Debility, Weak Vitality, &c., I will forward, FREE OF CHARGE, a valuable Electric Appliance for cure of same. Address, "Electropathist," care of P.O. Box 402, Sydney.: [1596, 1272, 1835, 1315]
- plant-for-sale: PLANT FOR SALE.—Desks, Weights, Scales, Show Cases, &c., &c.: [1123, 1052, 1481, 1067]
- divider: [574, 711, 836, 712]
- news-paragraph: The steamers Britannia and Bear collided in the Firth of Forth on January 11. The Bear sank, and twelve of the crew were drowned. The Britannia was taken in tow, and also sank. All her crew were saved.: [14, 927, 277, 959]
- news-paragraph: The Russian Government has ordered the expulsion of eleven thousand Germans and Austrians, the latter mainly Galicians and Poles.: [14, 623, 277, 643]
- yet-to-be-sold-group: [853, 774, 1008, 868]
- council-paragraph: The Town Clerk then read a draft copy of the petition in regard to the Taruheru footbridge, asking the Governor to decide which local body the Taruheru footbridge should be vested in, and to decide the amount that each public body should contribute towards the maintenance of the bridge.: [294, 290, 557, 333]
- close-line: POSITIVELY CLOSE: [853, 514, 960, 526]
- route-date: Sunday, Feb. 8: [1782, 315, 1835, 326]
- drinks-hotel: MASONIC HOTEL.: [634, 1228, 776, 1247]
- seed-item: Canadian Seed Oats: [1122, 1281, 1205, 1293]
- last-days-line: LAST 9 DAYS!: [853, 364, 926, 375]
- route-destination: FOR NAPIER AND WELLINGTON.: [1596, 183, 1737, 193]
- timetable-row: [1596, 550, 1835, 562]
- kennedy-signature: KENNEDY, EVANS & CO.: [655, 1014, 755, 1025]
- boxes-row-2: " " " ... ... ... ... ... 2s 6d " ": [1029, 583, 1259, 598]
- news-paragraph: M. Pasteur says Dr Koch may not only cure, but his treatment will prevent consumption. Ten deaths have occurred through Dr Koch's lymph.: [14, 742, 277, 763]
- half-price-group: [853, 993, 1008, 1087]
- route-destination: FOR AUCKLAND VIA TOKOMARU WAIPIRO, AND AWANUI.: [1596, 330, 1835, 351]
- news-paragraph: Parnell's friends turned out in force at Limerick on January 11th, twenty thousand assembling to hear Parnell's speech. He blamed Mr Gladstone for causing the split in the Nationalist party. As soon as the future of the Irish question was secured he would cheerfully retire from the Irish leadership, and the future would vindicate him fully.: [14, 1007, 277, 1060]
- wool-rate-1: Greasy Wool.............. ¼d per lb: [1596, 941, 1708, 952]
- drinks-sub: To be had at the: [677, 1214, 733, 1224]
- yet-line: YET TO BE SOLD.: [853, 828, 948, 840]
- divider: [574, 1030, 836, 1031]
- kennedy-heading: Kennedy, Evans & Co.,: [625, 912, 784, 931]
- forsale3-signature: W. H. TUCKER.: [778, 1073, 836, 1083]
- fresh-seed: FRESH SEED.: [1120, 1172, 1207, 1187]
- unsold-text: All Goods Unsold will be shipped South. In order to save the expense and risk of packing and carriage, exceedingly Low Prices will be charged to effect sales here.: [1049, 778, 1567, 805]
- half-price-line: HALF PRICE.: [853, 1074, 924, 1086]
- news-paragraph: La Liberte thinks Emperor William would be playing with fire to go to Paris.: [14, 194, 277, 215]
- half-price-line: HALF PRICE.: [853, 1047, 924, 1059]
- court-heading: IN THE SUPREME COURT OF BANKRUPTCY.: [602, 563, 808, 574]
- saturday-line: SATURDAY, THE 7TH INST.: [853, 556, 996, 568]
- council-paragraph: After some slight alteration the petition was adopted.: [304, 852, 490, 863]
- excursion-sub: REDUCED RATES ALL OVER THE COMPANY'S LINES.: [1617, 609, 1814, 618]
- route-date: Wednesday, Feb. 11: [1765, 419, 1835, 429]
